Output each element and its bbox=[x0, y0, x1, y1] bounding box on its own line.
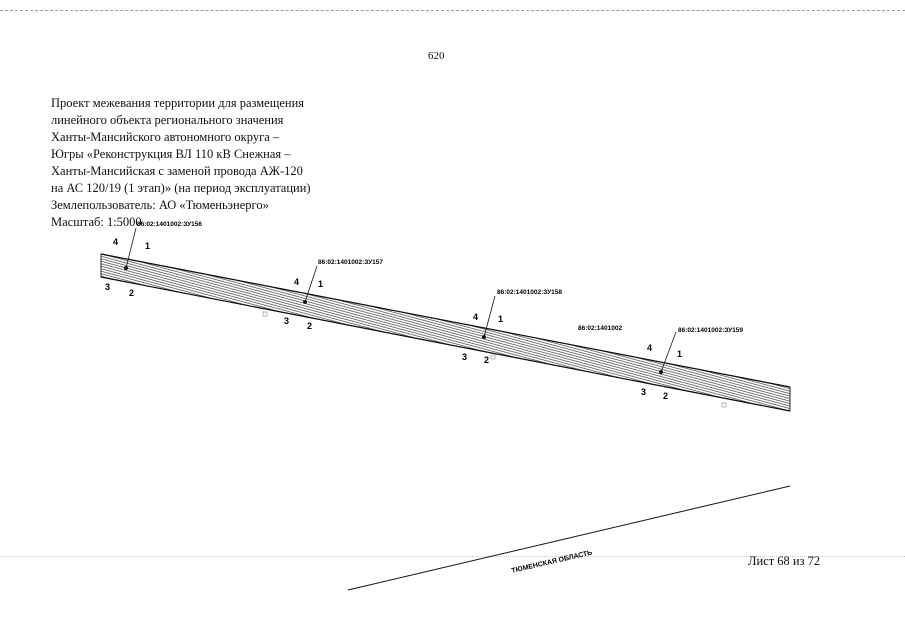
quarter-code: 86:02:1401002 bbox=[578, 325, 623, 332]
point-2: 2 bbox=[663, 391, 669, 401]
point-1: 1 bbox=[318, 279, 324, 289]
corridor-edge-top bbox=[101, 254, 790, 387]
sheet-label: Лист 68 из 72 bbox=[748, 554, 821, 568]
title-line: Проект межевания территории для размещения bbox=[51, 96, 305, 110]
region-boundary-line bbox=[348, 486, 790, 590]
parcel-label: 86:02:1401002:ЗУ157 bbox=[318, 259, 383, 266]
parcel-label: 86:02:1401002:ЗУ156 bbox=[137, 221, 202, 228]
title-line: линейного объекта регионального значения bbox=[51, 113, 284, 127]
point-2: 2 bbox=[307, 321, 313, 331]
title-line: Югры «Реконструкция ВЛ 110 кВ Снежная – bbox=[51, 147, 291, 161]
point-3: 3 bbox=[105, 282, 111, 292]
title-line: Ханты-Мансийского автономного округа – bbox=[51, 130, 280, 144]
scale-line: Масштаб: 1:5000 bbox=[51, 215, 142, 229]
parcel-label: 86:02:1401002:ЗУ158 bbox=[497, 289, 562, 296]
survey-mark bbox=[491, 355, 495, 359]
parcel-point bbox=[482, 335, 486, 339]
point-2: 2 bbox=[484, 355, 490, 365]
point-1: 1 bbox=[677, 349, 683, 359]
point-4: 4 bbox=[294, 277, 300, 287]
parcel-label: 86:02:1401002:ЗУ159 bbox=[678, 327, 743, 334]
point-2: 2 bbox=[129, 288, 135, 298]
point-4: 4 bbox=[473, 312, 479, 322]
point-3: 3 bbox=[641, 387, 647, 397]
point-3: 3 bbox=[284, 316, 290, 326]
title-line: Ханты-Мансийская с заменой провода АЖ-120 bbox=[51, 164, 303, 178]
point-4: 4 bbox=[647, 343, 653, 353]
title-line: на АС 120/19 (1 этап)» (на период эксплуатации) bbox=[51, 181, 311, 195]
survey-mark bbox=[263, 312, 267, 316]
point-1: 1 bbox=[498, 314, 504, 324]
page-number: 620 bbox=[428, 50, 445, 62]
parcel-point bbox=[659, 370, 663, 374]
corridor-edge-bottom bbox=[101, 277, 790, 411]
parcel-point bbox=[303, 300, 307, 304]
point-1: 1 bbox=[145, 241, 151, 251]
region-label: ТЮМЕНСКАЯ ОБЛАСТЬ bbox=[510, 549, 594, 575]
survey-mark bbox=[722, 403, 726, 407]
land-user-line: Землепользователь: АО «Тюменьэнерго» bbox=[51, 198, 269, 212]
parcel-point bbox=[124, 266, 128, 270]
point-4: 4 bbox=[113, 237, 119, 247]
point-3: 3 bbox=[462, 352, 468, 362]
